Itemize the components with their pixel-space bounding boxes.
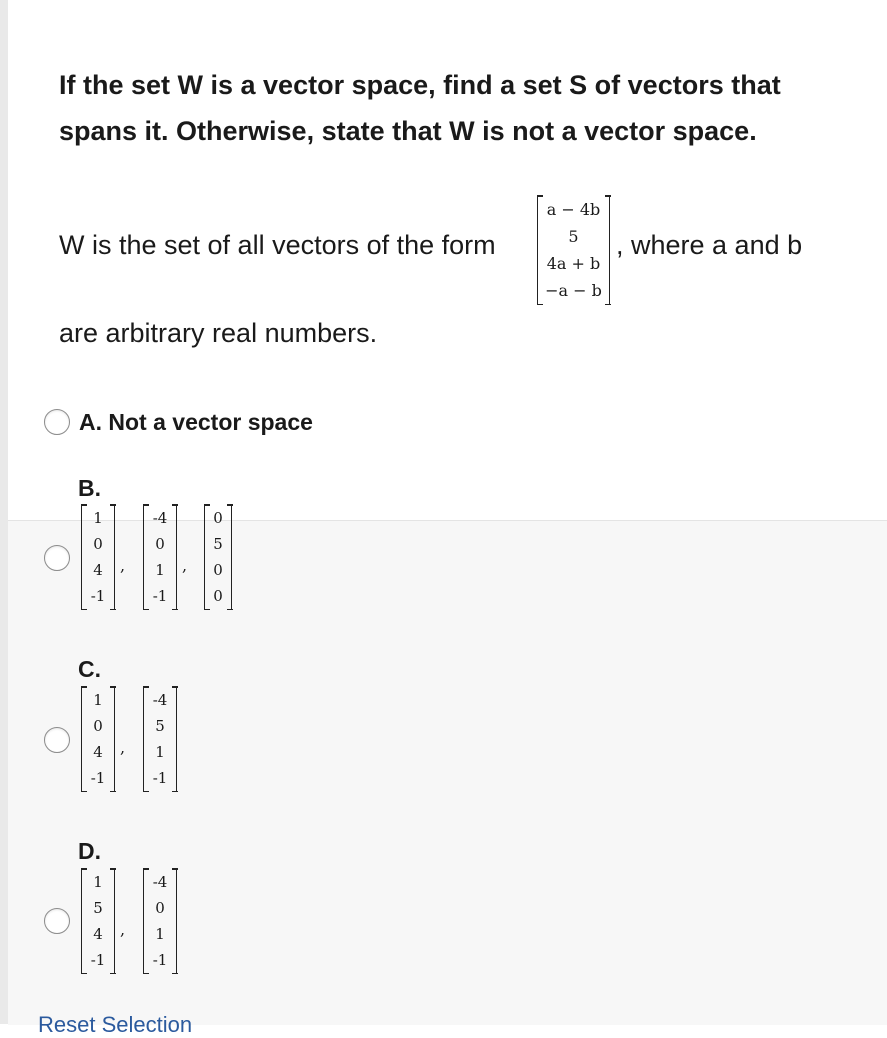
vector-entry: 4 (93, 925, 103, 943)
vector-entry: 1 (93, 873, 103, 891)
option-c-vector-2 (143, 687, 177, 791)
vector-entry: 0 (93, 535, 103, 553)
option-c-radio[interactable] (44, 727, 70, 753)
form-vector-entry: −a − b (545, 281, 602, 300)
option-d-radio[interactable] (44, 908, 70, 934)
vector-entry: -1 (90, 951, 106, 969)
option-c-vector-1 (81, 687, 115, 791)
vector-entry: 1 (93, 509, 103, 527)
form-vector-entry: 5 (568, 227, 579, 246)
vector-separator: , (120, 920, 126, 939)
option-a-label[interactable]: A. Not a vector space (79, 409, 313, 435)
vector-entry: 4 (93, 561, 103, 579)
statement-prefix: W is the set of all vectors of the form (59, 230, 496, 260)
vector-entry: -1 (152, 769, 168, 787)
statement-suffix: , where a and b (616, 230, 803, 260)
vector-entry: 0 (93, 717, 103, 735)
vector-entry: 5 (213, 535, 223, 553)
option-d-letter: D. (78, 838, 101, 864)
vector-entry: 0 (213, 561, 223, 579)
vector-entry: 0 (213, 587, 223, 605)
option-b-letter: B. (78, 475, 101, 501)
option-c-letter: C. (78, 656, 101, 682)
vector-entry: 1 (155, 561, 165, 579)
vector-entry: -4 (152, 509, 168, 527)
option-b-vector-2 (143, 505, 177, 609)
vector-entry: -1 (90, 769, 106, 787)
vector-separator: , (120, 738, 126, 757)
vector-entry: -1 (152, 587, 168, 605)
vector-entry: 5 (155, 717, 165, 735)
option-b-vector-1 (81, 505, 115, 609)
option-a-radio[interactable] (44, 409, 70, 435)
vector-entry: 5 (93, 899, 103, 917)
vector-entry: -4 (152, 873, 168, 891)
vector-entry: 0 (155, 899, 165, 917)
form-vector-entry: 4a + b (546, 254, 601, 273)
form-vector (537, 196, 610, 304)
vector-entry: 1 (155, 743, 165, 761)
vector-entry: 1 (93, 691, 103, 709)
form-vector-entry: a − 4b (546, 200, 601, 219)
option-d-vector-2 (143, 869, 177, 973)
option-b-vector-3 (204, 505, 232, 609)
reset-selection-link[interactable]: Reset Selection (38, 1012, 193, 1037)
vector-entry: -4 (152, 691, 168, 709)
vector-entry: -1 (152, 951, 168, 969)
vector-entry: -1 (90, 587, 106, 605)
vector-separator: , (182, 556, 188, 575)
vector-entry: 1 (155, 925, 165, 943)
option-b-radio[interactable] (44, 545, 70, 571)
vector-separator: , (120, 556, 126, 575)
vector-entry: 0 (213, 509, 223, 527)
statement-continuation: are arbitrary real numbers. (59, 318, 378, 348)
option-d-vector-1 (81, 869, 115, 973)
vector-entry: 0 (155, 535, 165, 553)
answer-options-panel (8, 520, 887, 1025)
left-margin-bar (0, 0, 8, 1024)
question-prompt: If the set W is a vector space, find a set S of vectors that spans it. Otherwise, state that W is not a vector space. (59, 70, 781, 146)
vector-entry: 4 (93, 743, 103, 761)
